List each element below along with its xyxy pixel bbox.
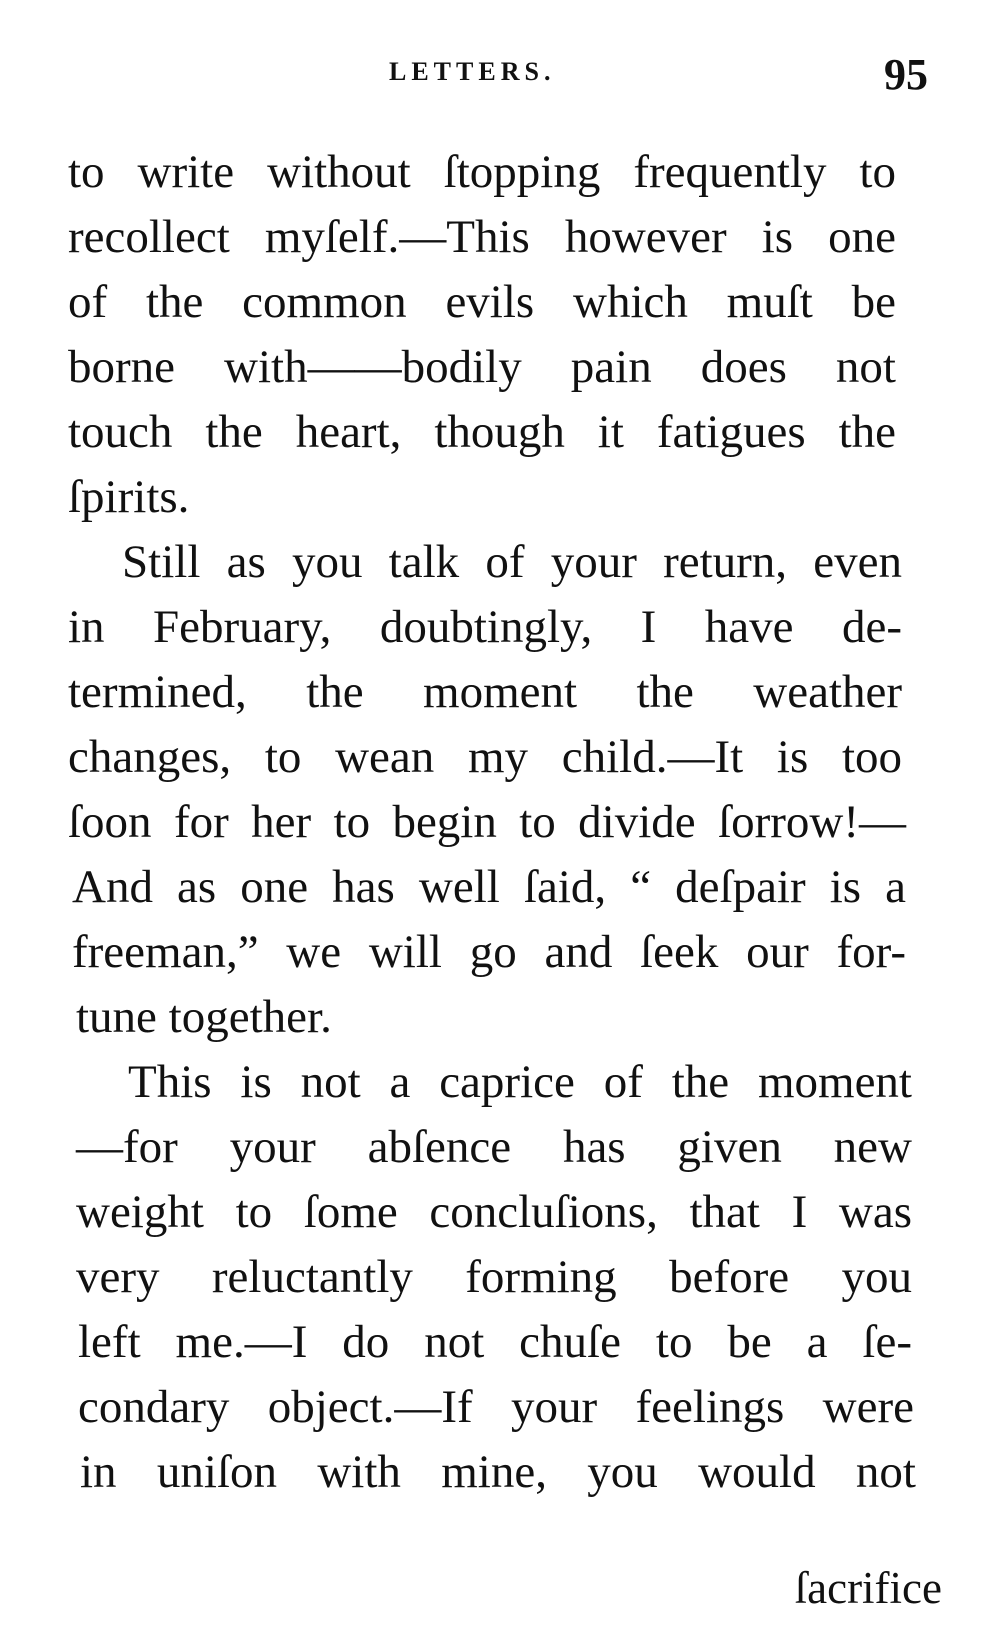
running-head: LETTERS. <box>389 57 556 86</box>
text-line: condary object.—If your feelings were <box>78 1381 914 1433</box>
catchword: ſacrifice <box>794 1563 942 1613</box>
text-line: freeman,” we will go and ſeek our for- <box>72 926 906 978</box>
text-line: borne with——bodily pain does not <box>68 341 896 393</box>
text-line: And as one has well ſaid, “ deſpair is a <box>72 861 906 913</box>
text-line: Still as you talk of your return, even <box>122 536 902 588</box>
text-line: left me.—I do not chuſe to be a ſe- <box>78 1316 912 1368</box>
page-number: 95 <box>884 50 928 99</box>
text-line: in uniſon with mine, you would not <box>80 1446 916 1498</box>
text-line: weight to ſome concluſions, that I was <box>76 1186 912 1238</box>
text-line: ſpirits. <box>68 471 190 523</box>
text-line: —for your abſence has given new <box>76 1121 912 1173</box>
text-line: touch the heart, though it fatigues the <box>68 406 896 458</box>
text-line: changes, to wean my child.—It is too <box>68 731 902 783</box>
text-line: recollect myſelf.—This however is one <box>68 211 896 263</box>
text-line: ſoon for her to begin to divide ſorrow!— <box>68 796 906 848</box>
text-line: tune together. <box>76 991 332 1043</box>
text-line: This is not a caprice of the moment <box>128 1056 912 1108</box>
text-line: termined, the moment the weather <box>68 666 902 718</box>
text-line: to write without ſtopping frequently to <box>68 146 896 198</box>
text-line: of the common evils which muſt be <box>68 276 896 328</box>
text-line: in February, doubtingly, I have de- <box>68 601 902 653</box>
text-line: very reluctantly forming before you <box>76 1251 912 1303</box>
